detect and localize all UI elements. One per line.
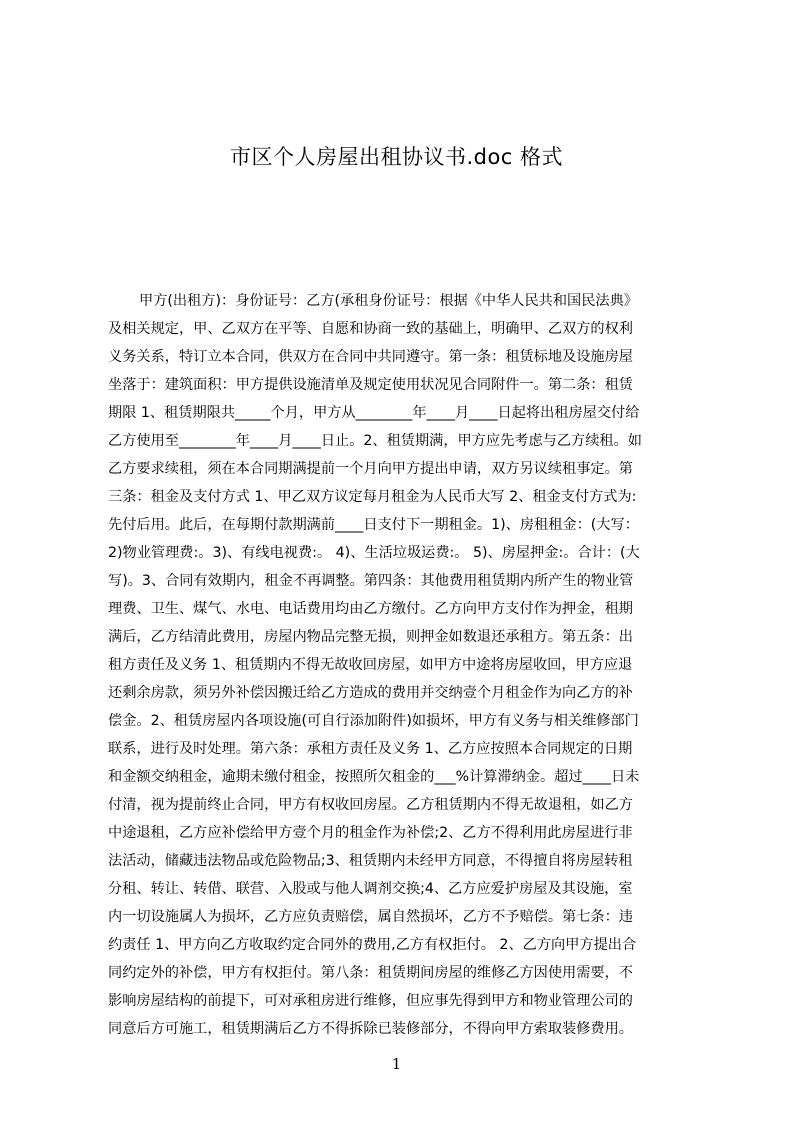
body-line: 写)。3、合同有效期内，租金不再调整。第四条：其他费用租赁期内所产生的物业管: [108, 573, 634, 589]
body-line: 三条：租金及支付方式 1、甲乙双方议定每月租金为人民币大写 2、租金支付方式为:: [108, 489, 637, 505]
body-line: 约责任 1、甲方向乙方收取约定合同外的费用,乙方有权拒付。 2、乙方向甲方提出合: [108, 937, 637, 953]
body-line: 同意后方可施工，租赁期满后乙方不得拆除已装修部分，不得向甲方索取装修费用。: [108, 1021, 633, 1037]
body-line: 期限 1、租赁期限共_____个月，甲方从________年____月____日起将出租房屋交付给: [108, 405, 640, 421]
body-line: 乙方使用至________年____月____日止。2、租赁期满，甲方应先考虑与乙方续租。如: [108, 433, 642, 449]
body-line: 2)物业管理费:。3)、有线电视费:。 4)、生活垃圾运费:。 5)、房屋押金:。合计：(大: [108, 545, 640, 561]
body-line: 满后，乙方结清此费用，房屋内物品完整无损，则押金如数退还承租方。第五条：出: [108, 629, 633, 645]
body-line: 分租、转让、转借、联营、入股或与他人调剂交换;4、乙方应爱护房屋及其设施，室: [108, 881, 633, 897]
body-line: 影响房屋结构的前提下，可对承租房进行维修，但应事先得到甲方和物业管理公司的: [108, 993, 633, 1009]
body-line: 先付后用。此后，在每期付款期满前____日支付下一期租金。1)、房租租金：(大写：: [108, 517, 639, 533]
body-line: 乙方要求续租，须在本合同期满提前一个月向甲方提出申请，双方另议续租事定。第: [108, 461, 633, 477]
body-line: 法活动，储藏违法物品或危险物品;3、租赁期内未经甲方同意，不得擅自将房屋转租: [108, 853, 633, 869]
body-line: 义务关系，特订立本合同，供双方在合同中共同遵守。第一条：租赁标地及设施房屋: [108, 349, 633, 365]
body-line: 坐落于：建筑面积：甲方提供设施清单及规定使用状况见合同附件一。第二条：租赁: [108, 377, 633, 393]
body-line: 租方责任及义务 1、租赁期内不得无故收回房屋，如甲方中途将房屋收回，甲方应退: [108, 657, 633, 673]
body-line: 理费、卫生、煤气、水电、电话费用均由乙方缴付。乙方向甲方支付作为押金，租期: [108, 601, 633, 617]
body-line: 同约定外的补偿，甲方有权拒付。第八条：租赁期间房屋的维修乙方因使用需要，不: [108, 965, 633, 981]
body-line: 联系，进行及时处理。第六条：承租方责任及义务 1、乙方应按照本合同规定的日期: [108, 741, 633, 757]
body-line: 甲方(出租方)：身份证号：乙方(承租身份证号：根据《中华人民共和国民法典》: [139, 293, 638, 309]
body-line: 和金额交纳租金，逾期未缴付租金，按照所欠租金的___%计算滞纳金。超过____日未: [108, 769, 640, 785]
document-body: [108, 287, 698, 1037]
body-line: 及相关规定，甲、乙双方在平等、自愿和协商一致的基础上，明确甲、乙双方的权利: [108, 321, 633, 337]
body-line: 偿金。2、租赁房屋内各项设施(可自行添加附件)如损坏，甲方有义务与相关维修部门: [108, 713, 639, 729]
body-line: 还剩余房款，须另外补偿因搬迁给乙方造成的费用并交纳壹个月租金作为向乙方的补: [108, 685, 633, 701]
body-line: 付清，视为提前终止合同，甲方有权收回房屋。乙方租赁期内不得无故退租，如乙方: [108, 797, 633, 813]
body-line: 中途退租，乙方应补偿给甲方壹个月的租金作为补偿;2、乙方不得利用此房屋进行非: [108, 825, 633, 841]
body-line: 内一切设施属人为损坏，乙方应负责赔偿，属自然损坏，乙方不予赔偿。第七条：违: [108, 909, 633, 925]
document-title: 市区个人房屋出租协议书.doc 格式: [229, 145, 564, 169]
page-number: 1: [391, 1055, 402, 1073]
